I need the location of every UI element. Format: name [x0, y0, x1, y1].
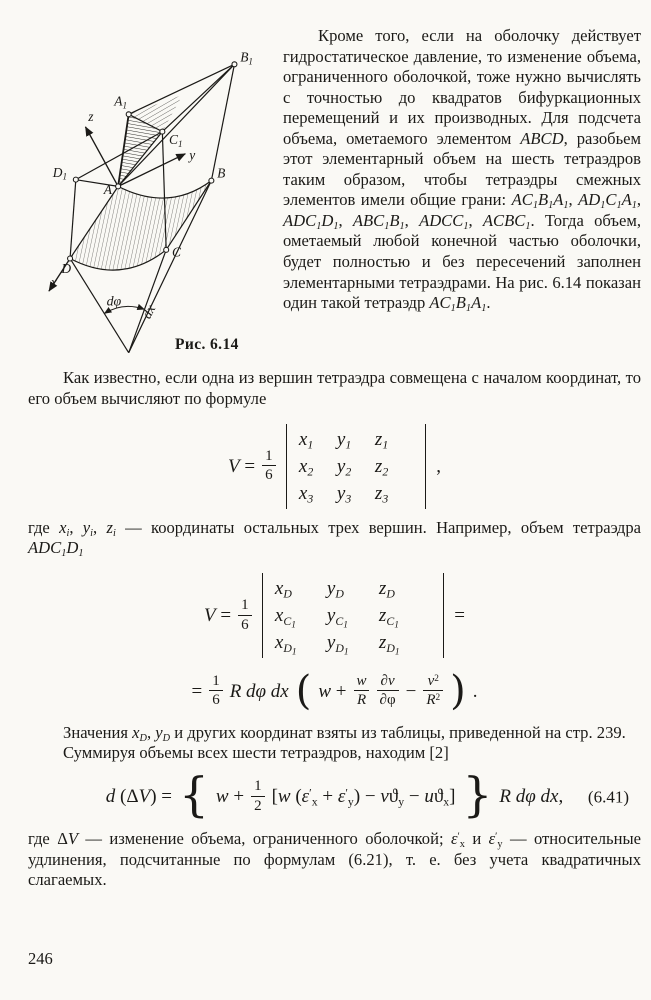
- label-d1: $D_1$: [52, 164, 68, 182]
- shell-tetrahedron-diagram: [18, 22, 274, 370]
- label-a: A: [103, 182, 112, 198]
- paragraph-coordinates-note: где $x_i$, $y_i$, $z_i$ — координаты остальных трех вершин. Например, объем тетраэдра $ADC_1D_1$: [28, 517, 642, 560]
- z-axis: [85, 127, 118, 187]
- figure-caption: Рис. 6.14: [175, 336, 239, 353]
- formula-tetrahedron-determinant: V = $\frac{1}{6}$ $x_D$ $y_D$ $z_D$ $x_{C_1}$ $y_{C_1}$ $z_{C_1}$ $x_{D_1}$ $y_{D_1}$ $z_{D_1}$ =: [28, 573, 641, 658]
- label-dphi: dφ: [106, 294, 122, 310]
- paragraph-volume-formula-intro: Как известно, если одна из вершин тетраэдра совмещена с началом координат, то его объем вычисляют по формуле: [28, 368, 641, 408]
- formula-6-41: d (ΔV) = { w + $\frac{1}{2}$ [w $(\varepsilon'_x + \varepsilon'_y) - vϑ_y - uϑ_x$] } R dφ dx, (6.41): [105, 768, 629, 824]
- intro-column: [283, 26, 641, 314]
- label-z-axis: z: [88, 109, 94, 125]
- label-b1: $B_1$: [240, 49, 253, 67]
- label-d: D: [61, 260, 72, 276]
- label-y-axis: y: [189, 147, 196, 163]
- label-dx: dx: [139, 302, 160, 322]
- intro-paragraph: Кроме того, если на оболочку действует гидростатическое давление, то изменение объема, ограниченного оболочкой, тоже нужно вычислять с точностью до квадратов бифуркационных перемещений и их производных. Для подсчета объема, ометаемого элементом ABCD, разобьем этот элементарный объем на шесть тетраэдров таким образом, чтобы тетраэдры смежных элементов имели общие грани: $AC_1B_1A_1$, $AD_1C_1A_1$, $ADC_1D_1$, $ABC_1B_1$, $ADCC_1$, $ACBC_1$. Тогда объем, ометаемый любой конечной частью оболочки, будет полностью и без пересечений заполнен элементарными тетраэдрами. На рис. 6.14 показан один такой тетраэдр $AC_1B_1A_1$.: [283, 26, 642, 315]
- label-c1: $C_1$: [169, 132, 183, 149]
- main-text: [28, 368, 641, 891]
- paragraph-notation-explanation: где ΔV — изменение объема, ограниченного оболочкой; $\varepsilon'_x$ и $\varepsilon'_y$ — относительные удлинения, подсчитанные по формулам (6.21), т. е. без учета квадратичных слагаемых.: [28, 828, 641, 890]
- label-c: C: [171, 244, 181, 260]
- page-number: 246: [28, 949, 53, 968]
- label-x-axis: x: [50, 274, 57, 290]
- formula-volume-determinant: V = $\frac{1}{6}$ $x_1$ $y_1$ $z_1$ $x_2$ $y_2$ $z_2$ $x_3$ $y_3$ $z_3$ ,: [28, 424, 641, 509]
- figure-6-14: [18, 22, 274, 370]
- formula-volume-result: = $\frac{1}{6}$ R dφ dx ( w + $\frac{w}{R}$ $\frac{\partial v}{\partial\varphi}$ − $\frac{v^2}{R^2}$ ) .: [191, 668, 478, 715]
- paragraph-table-reference: Значения $x_D$, $y_D$ и других координат взяты из таблицы, приведенной на стр. 239.: [63, 722, 626, 744]
- label-b: B: [217, 165, 226, 181]
- paragraph-summation-intro: Суммируя объемы всех шести тетраэдров, находим [2]: [63, 743, 449, 763]
- label-a1: $A_1$: [114, 93, 128, 111]
